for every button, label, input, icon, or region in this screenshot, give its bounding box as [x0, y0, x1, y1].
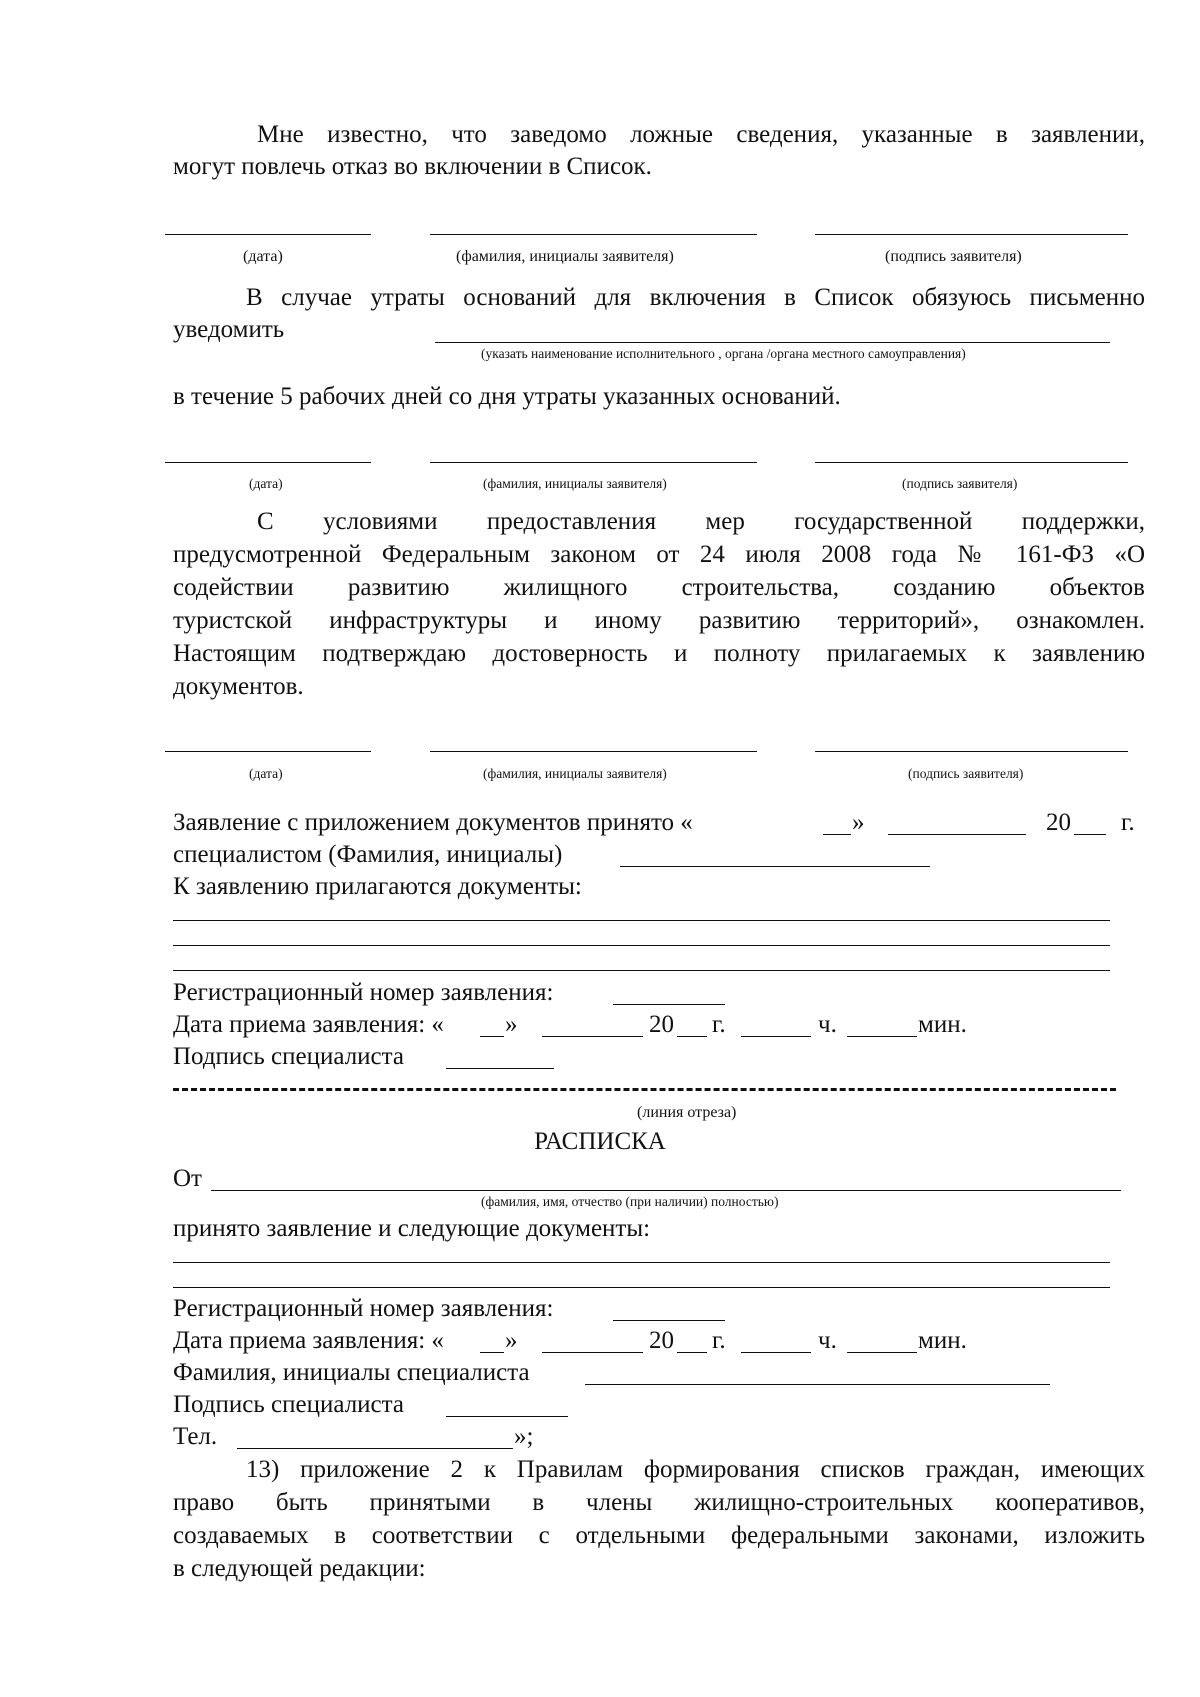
conditions-line-3: содействии развитию жилищного строительства, созданию объектов	[173, 574, 1145, 601]
conditions-line-5: Настоящим подтверждаю достоверность и полноту прилагаемых к заявлению	[173, 640, 1145, 667]
date-caption: (дата)	[243, 248, 283, 265]
specialist-signature-label: Подпись специалиста	[173, 1391, 404, 1418]
hour-blank	[741, 1352, 811, 1353]
month-blank	[888, 834, 1026, 835]
date-line	[165, 751, 371, 752]
phone-blank	[237, 1448, 513, 1449]
date-line	[165, 462, 371, 463]
from-hint: (фамилия, имя, отчество (при наличии) полностью)	[481, 1194, 779, 1209]
year-suffix: г.	[712, 1011, 726, 1038]
month-blank	[542, 1036, 643, 1037]
reg-number-blank	[613, 1004, 725, 1005]
signature-line	[815, 462, 1128, 463]
signature-line	[815, 234, 1128, 235]
receipt-title: РАСПИСКА	[534, 1128, 666, 1155]
cut-line-caption: (линия отреза)	[637, 1104, 737, 1121]
date-caption: (дата)	[249, 766, 283, 781]
cut-line	[173, 1088, 1116, 1091]
from-blank	[211, 1190, 1121, 1191]
specialist-name-blank	[620, 866, 930, 867]
signature-blank	[446, 1068, 554, 1069]
conditions-line-6: документов.	[173, 673, 304, 700]
from-label: От	[173, 1165, 202, 1192]
quote-close: »	[505, 1011, 518, 1038]
conditions-line-4: туристской инфраструктуры и иному развитию территорий», ознакомлен.	[173, 607, 1145, 634]
amendment-line-3: создаваемых в соответствии с отдельными федеральными законами, изложить	[173, 1522, 1145, 1549]
specialist-name-blank	[585, 1384, 1050, 1385]
name-line	[430, 234, 757, 235]
quote-close: »	[505, 1327, 518, 1354]
year-blank	[677, 1036, 707, 1037]
reg-number-label: Регистрационный номер заявления:	[173, 979, 554, 1006]
authority-hint: (указать наименование исполнительного , органа /органа местного самоуправления)	[481, 346, 966, 361]
year-suffix: г.	[1121, 809, 1135, 836]
month-blank	[542, 1352, 643, 1353]
year-prefix: 20	[649, 1011, 674, 1038]
acceptance-text-a: Заявление с приложением документов принято «	[173, 809, 693, 836]
specialist-label: специалистом (Фамилия, инициалы)	[173, 841, 563, 868]
quote-close: »	[852, 809, 865, 836]
year-blank	[677, 1352, 707, 1353]
hour-suffix: ч.	[818, 1011, 837, 1038]
reg-number-label: Регистрационный номер заявления:	[173, 1295, 554, 1322]
obligation-line-1: В случае утраты оснований для включения в Список обязуюсь письменно	[246, 284, 1145, 311]
minute-blank	[847, 1352, 917, 1353]
day-blank	[480, 1352, 504, 1353]
documents-line	[173, 970, 1110, 971]
amendment-line-4: в следующей редакции:	[173, 1555, 426, 1582]
conditions-line-1: С условиями предоставления мер государственной поддержки,	[257, 508, 1145, 535]
phone-end: »;	[514, 1423, 534, 1450]
hour-suffix: ч.	[818, 1327, 837, 1354]
authority-line	[435, 342, 1110, 343]
day-blank	[480, 1036, 504, 1037]
documents-line	[173, 1262, 1110, 1263]
phone-label: Тел.	[173, 1423, 218, 1450]
signature-caption: (подпись заявителя)	[908, 766, 1024, 781]
minute-suffix: мин.	[918, 1011, 967, 1038]
minute-blank	[847, 1036, 917, 1037]
signature-blank	[446, 1416, 568, 1417]
name-caption: (фамилия, инициалы заявителя)	[456, 248, 674, 265]
specialist-signature-label: Подпись специалиста	[173, 1043, 404, 1070]
documents-line	[173, 920, 1110, 921]
signature-line	[815, 751, 1128, 752]
hour-blank	[741, 1036, 811, 1037]
obligation-line-2: уведомить	[173, 316, 285, 343]
specialist-name-label: Фамилия, инициалы специалиста	[173, 1359, 530, 1386]
accepted-docs-label: принято заявление и следующие документы:	[173, 1215, 651, 1242]
signature-caption: (подпись заявителя)	[885, 248, 1022, 265]
day-blank	[823, 834, 851, 835]
name-caption: (фамилия, инициалы заявителя)	[483, 476, 667, 491]
documents-line	[173, 1287, 1110, 1288]
reg-number-blank	[613, 1320, 725, 1321]
name-line	[430, 751, 757, 752]
amendment-line-2: право быть принятыми в члены жилищно-строительных кооперативов,	[173, 1489, 1145, 1516]
accept-date-label: Дата приема заявления: «	[173, 1011, 444, 1038]
warning-line-2: могут повлечь отказ во включении в Список.	[173, 153, 652, 180]
accept-date-label: Дата приема заявления: «	[173, 1327, 444, 1354]
signature-caption: (подпись заявителя)	[902, 476, 1018, 491]
conditions-line-2: предусмотренной Федеральным законом от 24 июля 2008 года № 161-ФЗ «О	[173, 541, 1145, 568]
minute-suffix: мин.	[918, 1327, 967, 1354]
documents-line	[173, 945, 1110, 946]
obligation-line-3: в течение 5 рабочих дней со дня утраты указанных оснований.	[173, 383, 841, 410]
name-line	[430, 462, 757, 463]
year-prefix: 20	[649, 1327, 674, 1354]
year-blank	[1074, 834, 1106, 835]
amendment-line-1: 13) приложение 2 к Правилам формирования списков граждан, имеющих	[246, 1456, 1145, 1483]
year-suffix: г.	[712, 1327, 726, 1354]
warning-line-1: Мне известно, что заведомо ложные сведения, указанные в заявлении,	[257, 121, 1145, 148]
documents-label: К заявлению прилагаются документы:	[173, 873, 582, 900]
year-prefix: 20	[1046, 809, 1071, 836]
date-line	[165, 234, 371, 235]
name-caption: (фамилия, инициалы заявителя)	[483, 766, 667, 781]
date-caption: (дата)	[249, 476, 283, 491]
